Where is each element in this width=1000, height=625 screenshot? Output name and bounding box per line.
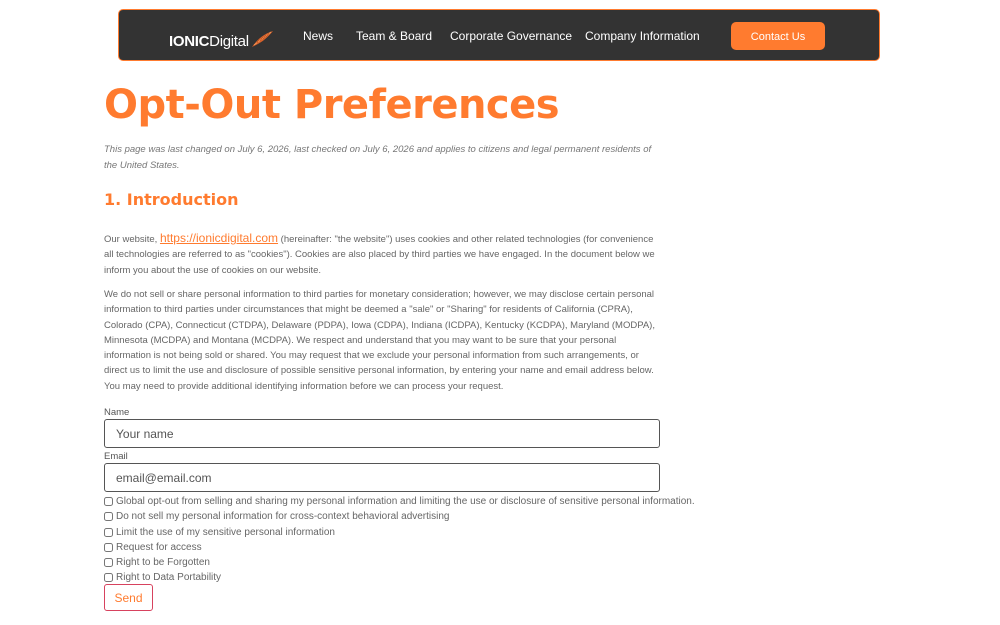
logo-text-light: Digital <box>209 33 249 50</box>
checkbox-limit-sensitive[interactable] <box>104 528 113 537</box>
option-label: Do not sell my personal information for cross-context behavioral advertising <box>116 510 450 522</box>
top-navbar <box>118 9 880 61</box>
intro-text-before: Our website, <box>104 234 160 245</box>
checkbox-right-to-be-forgotten[interactable] <box>104 558 113 567</box>
send-button[interactable]: Send <box>104 584 153 611</box>
nav-company-information[interactable]: Company Information <box>585 29 700 43</box>
option-label: Global opt-out from selling and sharing my personal information and limiting the use or disclosure of sensitive personal information. <box>116 495 695 507</box>
option-request-access[interactable] <box>104 540 202 554</box>
name-label: Name <box>104 407 130 418</box>
logo-text-bold: IONIC <box>169 33 210 50</box>
intro-text-after: (hereinafter: "the website") uses cookies and other related technologies (for convenience all technologies are referred to as "cookies"). Cookies are also placed by third parties we have engaged. In the document below we inform you about the use of cookies on our website. <box>104 234 655 276</box>
option-right-to-be-forgotten[interactable] <box>104 555 210 569</box>
option-label: Right to be Forgotten <box>116 556 210 568</box>
email-label: Email <box>104 451 128 462</box>
checkbox-global-opt-out[interactable] <box>104 497 113 506</box>
section-title-introduction: 1. Introduction <box>104 190 239 209</box>
option-label: Right to Data Portability <box>116 571 222 583</box>
option-limit-sensitive[interactable] <box>104 525 335 539</box>
privacy-paragraph: We do not sell or share personal information to third parties for monetary consideration; however, we may disclose certain personal information to third parties under circumstances that might be deemed a "sale" or "Sharing" for residents of California (CPRA), Colorado (CPA), Connecticut (CTDPA), Delaware (PDPA), Iowa (CDPA), Indiana (ICDPA), Kentucky (KCDPA), Maryland (MODPA), Minnesota (MCDPA) and Montana (MCDPA). We respect and understand that you may want to be sure that your personal information is not being sold or shared. You may request that we exclude your personal information from such arrangements, or direct us to limit the use and disclosure of possible sensitive personal information, by entering your name and email address below. You may need to provide additional identifying information before we can process your request. <box>104 289 655 392</box>
email-input[interactable] <box>104 463 660 492</box>
feather-logo-icon <box>251 30 275 48</box>
company-logo[interactable] <box>169 32 275 50</box>
nav-corporate-governance[interactable]: Corporate Governance <box>450 29 573 43</box>
option-label: Limit the use of my sensitive personal information <box>116 526 335 538</box>
option-data-portability[interactable] <box>104 570 221 584</box>
page-meta-note: This page was last changed on July 6, 2026, last checked on July 6, 2026 and applies to citizens and legal permanent residents of the United States. <box>104 144 652 171</box>
checkbox-do-not-sell[interactable] <box>104 512 113 521</box>
checkbox-request-access[interactable] <box>104 543 113 552</box>
option-label: Request for access <box>116 541 202 553</box>
page-title: Opt-Out Preferences <box>104 82 560 128</box>
website-link[interactable]: https://ionicdigital.com <box>159 231 279 245</box>
contact-us-button[interactable]: Contact Us <box>731 22 825 50</box>
name-input[interactable] <box>104 419 660 448</box>
option-do-not-sell[interactable] <box>104 509 450 523</box>
nav-news[interactable]: News <box>303 29 334 43</box>
nav-team-board[interactable]: Team & Board <box>356 29 433 43</box>
option-global-opt-out[interactable] <box>104 494 695 508</box>
intro-paragraph <box>104 231 660 278</box>
checkbox-data-portability[interactable] <box>104 573 113 582</box>
